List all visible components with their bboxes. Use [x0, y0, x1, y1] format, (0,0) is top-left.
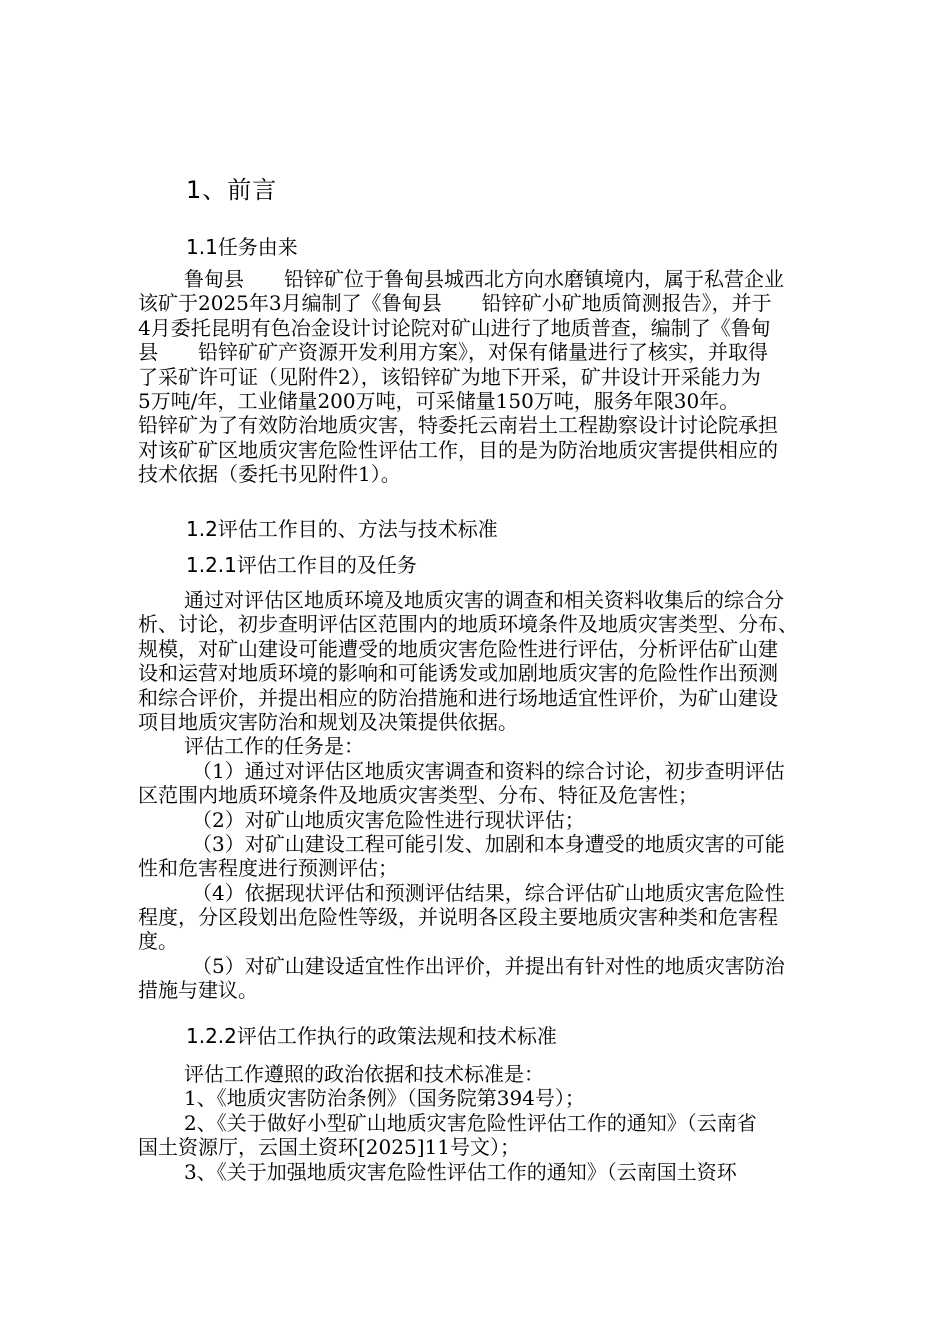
text-line: 对该矿矿区地质灾害危险性评估工作，目的是为防治地质灾害提供相应的: [138, 437, 778, 462]
text-line: 项目地质灾害防治和规划及决策提供依据。: [138, 709, 518, 734]
text-line: 规模，对矿山建设可能遭受的地质灾害危险性进行评估，分析评估矿山建: [138, 636, 778, 661]
reference-item-2-cont: 国土资源厅，云国土资环[2025]11号文）；: [138, 1135, 520, 1160]
section-heading-1-2-2: 1.2.2评估工作执行的政策法规和技术标准: [186, 1024, 557, 1048]
reference-item-2: 2、《关于做好小型矿山地质灾害危险性评估工作的通知》（云南省: [184, 1110, 757, 1135]
text-line: 通过对评估区地质环境及地质灾害的调查和相关资料收集后的综合分: [184, 588, 784, 612]
section-heading-1-1: 1.1任务由来: [186, 235, 298, 259]
text-line: 和综合评价，并提出相应的防治措施和进行场地适宜性评价，为矿山建设: [138, 685, 778, 710]
text-line: 县 铅锌矿矿产资源开发利用方案》，对保有储量进行了核实，并取得: [138, 340, 768, 365]
list-item-1: （1）通过对评估区地质灾害调查和资料的综合讨论，初步查明评估: [192, 758, 785, 783]
list-item-3-cont: 性和危害程度进行预测评估；: [138, 856, 398, 881]
paragraph-task-origin: [138, 267, 858, 487]
text-line: 该矿于2025年3月编制了《鲁甸县 铅锌矿小矿地质简测报告》，并于: [138, 291, 772, 316]
paragraph-standards: [138, 1062, 858, 1184]
text-line: 设和运营对地质环境的影响和可能诱发或加剧地质灾害的危险性作出预测: [138, 661, 778, 686]
paragraph-purpose: [138, 588, 858, 1003]
section-heading-1-2-1: 1.2.1评估工作目的及任务: [186, 553, 417, 577]
text-line: 评估工作遵照的政治依据和技术标准是：: [184, 1062, 544, 1086]
list-item-4-cont: 度。: [138, 929, 178, 954]
list-item-4: （4）依据现状评估和预测评估结果，综合评估矿山地质灾害危险性: [192, 880, 785, 905]
text-line: 4月委托昆明有色冶金设计讨论院对矿山进行了地质普查，编制了《鲁甸: [138, 315, 771, 340]
list-item-5: （5）对矿山建设适宜性作出评价，并提出有针对性的地质灾害防治: [192, 953, 785, 978]
text-line: 析、讨论，初步查明评估区范围内的地质环境条件及地质灾害类型、分布、: [138, 612, 798, 637]
text-line: 铅锌矿为了有效防治地质灾害，特委托云南岩土工程勘察设计讨论院承担: [138, 413, 778, 438]
list-item-5-cont: 措施与建议。: [138, 978, 258, 1003]
list-item-3: （3）对矿山建设工程可能引发、加剧和本身遭受的地质灾害的可能: [192, 831, 785, 856]
list-item-4-cont: 程度，分区段划出危险性等级，并说明各区段主要地质灾害种类和危害程: [138, 905, 778, 930]
section-heading-1: 1、前言: [186, 176, 278, 204]
text-line: 鲁甸县 铅锌矿位于鲁甸县城西北方向水磨镇境内，属于私营企业: [184, 267, 784, 291]
text-line: 5万吨/年，工业储量200万吨，可采储量150万吨，服务年限30年。: [138, 388, 740, 413]
text-line: 了采矿许可证（见附件2），该铅锌矿为地下开采，矿井设计开采能力为: [138, 364, 761, 389]
text-line: 评估工作的任务是：: [184, 734, 364, 759]
reference-item-3: 3、《关于加强地质灾害危险性评估工作的通知》（云南国土资环: [184, 1159, 737, 1184]
text-line: 技术依据（委托书见附件1）。: [138, 462, 401, 487]
list-item-1-cont: 区范围内地质环境条件及地质灾害类型、分布、特征及危害性；: [138, 783, 698, 808]
section-heading-1-2: 1.2评估工作目的、方法与技术标准: [186, 517, 498, 541]
list-item-2: （2）对矿山地质灾害危险性进行现状评估；: [192, 807, 585, 832]
reference-item-1: 1、《地质灾害防治条例》（国务院第394号）；: [184, 1086, 585, 1111]
